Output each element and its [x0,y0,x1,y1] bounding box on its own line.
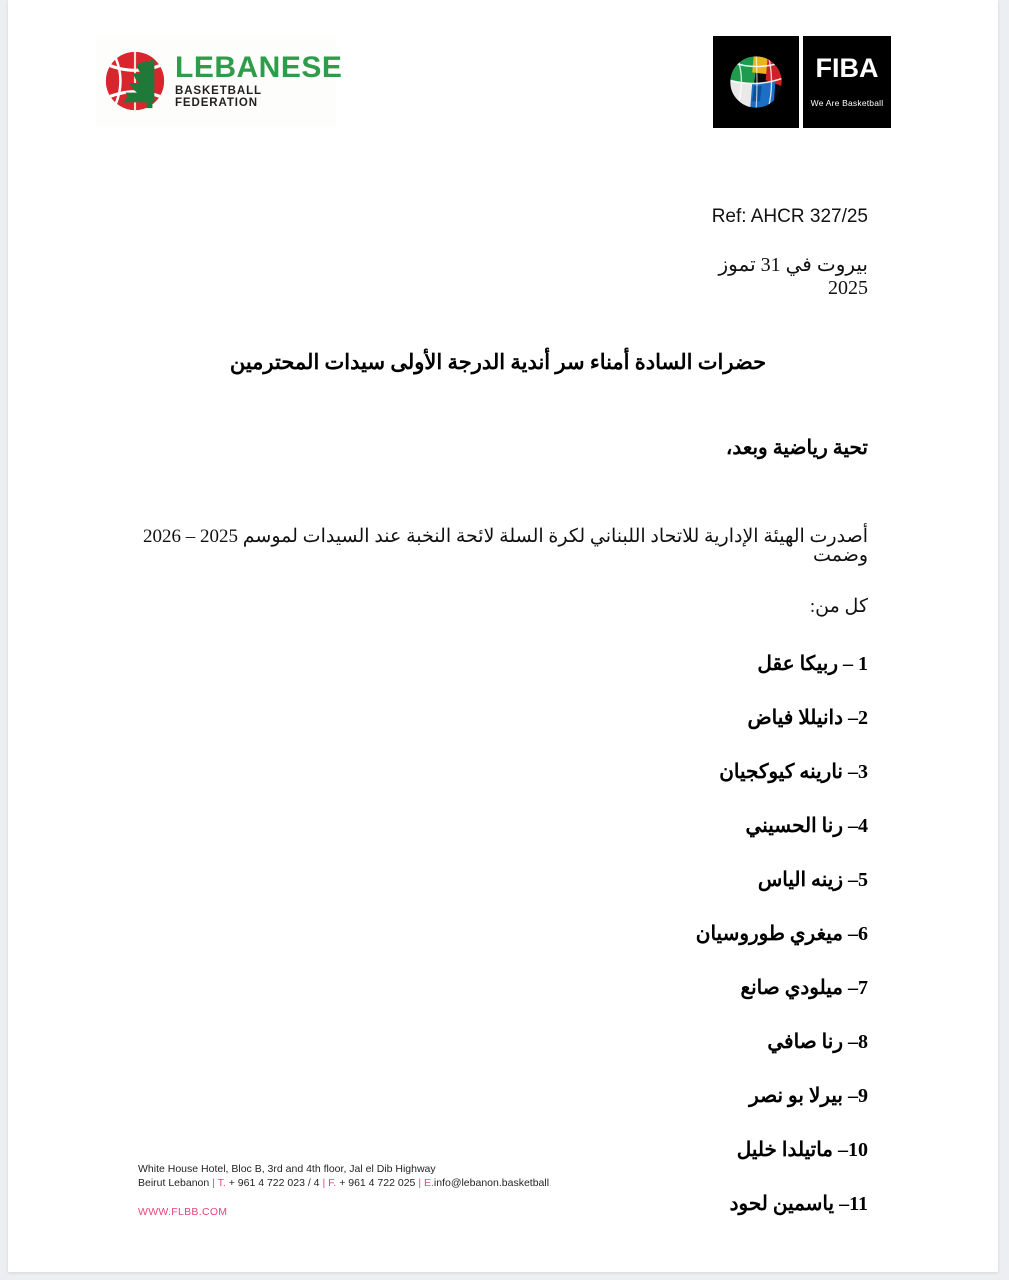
basketball-cedar-icon [104,50,166,112]
letterhead-header [8,0,998,150]
footer-address-line: White House Hotel, Bloc B, 3rd and 4th floor, Jal el Dib Highway [138,1163,436,1175]
list-item: 10– ماتيلدا خليل [736,1139,868,1161]
lebanese-basketball-federation-logo [96,35,343,127]
telephone-value: + 961 4 722 023 / 4 [228,1176,320,1189]
fax-label: F. [328,1176,337,1189]
lbf-logo-subtitle: BASKETBALL FEDERATION [175,85,262,109]
letterhead-footer [138,1163,549,1220]
footer-separator: | [418,1176,422,1189]
fiba-globe-icon [713,36,799,128]
list-item: 3– نارينه كيوكجيان [719,761,868,783]
footer-contact-line [138,1177,549,1191]
fiba-logo [713,36,891,128]
telephone-label: T. [217,1176,226,1189]
fiba-wordmark [803,36,891,128]
list-item: 9– بيرلا بو نصر [749,1085,868,1107]
email-label: E. [423,1176,434,1189]
list-item: 7– ميلودي صانع [740,977,868,999]
elite-players-list [138,651,868,1216]
list-item: 1 – ربيكا عقل [757,653,868,675]
reference-number: Ref: AHCR 327/25 [711,206,868,227]
footer-separator: | [212,1176,215,1189]
list-item: 6– ميغري طوروسيان [695,923,868,945]
body-paragraph-continued: كل من: [809,596,868,617]
email-value: info@lebanon.basketball [433,1176,550,1189]
date-line: بيروت في 31 تموز 2025 [718,254,868,299]
list-item: 5– زينه الياس [757,869,868,891]
list-item: 11– ياسمين لحود [729,1193,868,1215]
document-page [8,0,998,1272]
website-link[interactable]: WWW.FLBB.COM [138,1205,228,1218]
body-paragraph: أصدرت الهيئة الإدارية للاتحاد اللبناني لكرة السلة لائحة النخبة عند السيدات لموسم 2025 – 2026 وضمت [143,526,868,566]
list-item: 2– دانيللا فياض [747,707,868,729]
fiba-word: FIBA [815,52,879,83]
list-item: 4– رنا الحسيني [745,815,868,837]
letter-body [8,206,998,1216]
salutation-heading: حضرات السادة أمناء سر أندية الدرجة الأولى سيدات المحترمين [229,350,767,374]
fax-value: + 961 4 722 025 [339,1176,416,1189]
footer-separator: | [322,1176,326,1189]
lbf-logo-name: LEBANESE [175,51,343,84]
greeting-line: تحية رياضية وبعد، [725,437,868,459]
footer-city: Beirut Lebanon [138,1176,210,1189]
fiba-tagline: We Are Basketball [810,97,884,108]
list-item: 8– رنا صافي [767,1031,868,1053]
